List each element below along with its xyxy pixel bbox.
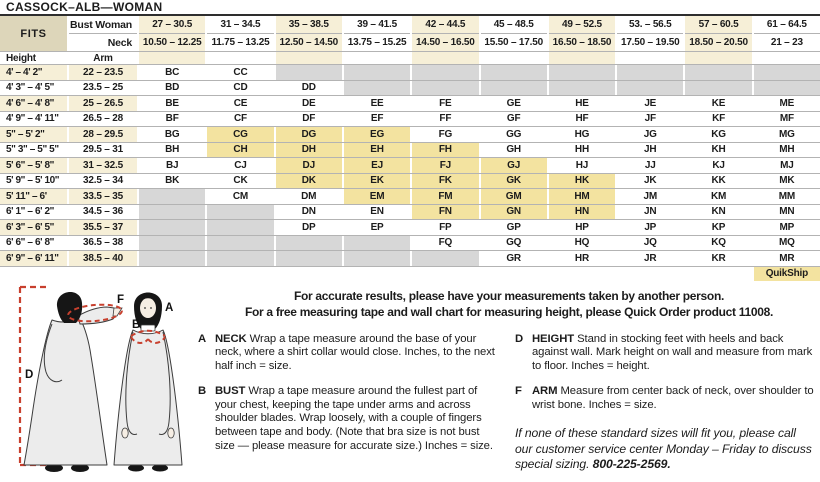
table-body <box>0 65 820 267</box>
size-cell: EF <box>370 113 384 125</box>
height-range-cell: 5' 9" – 5' 10" <box>6 175 60 187</box>
arm-range-cell: 28 – 29.5 <box>69 127 137 142</box>
phone-number: 800-225-2569. <box>592 457 671 472</box>
arm-label: Arm <box>93 52 113 64</box>
size-cell: JN <box>644 206 657 218</box>
size-cell: KH <box>711 144 726 156</box>
size-cell: CE <box>233 97 248 109</box>
size-cell: DF <box>302 113 316 125</box>
special-sizing-text: If none of these standard sizes will fit you, please call our customer service center Monday – Friday to discuss special sizing. <box>515 426 812 472</box>
empty-cell <box>685 267 751 281</box>
size-cell: HF <box>575 113 589 125</box>
size-cell-unavailable <box>344 65 410 80</box>
header-stripe-cell <box>685 52 751 64</box>
arm-range-cell: 29.5 – 31 <box>83 144 123 156</box>
size-cell: BG <box>164 128 180 140</box>
measurement-figure-illustration <box>2 282 198 482</box>
size-cell: GF <box>506 113 521 125</box>
size-cell: DD <box>301 82 316 94</box>
size-cell-unavailable <box>754 65 820 80</box>
size-cell-quikship: HM <box>549 189 615 204</box>
empty-cell <box>481 267 547 281</box>
size-cell-quikship: EH <box>344 143 410 158</box>
size-cell-unavailable <box>412 251 478 266</box>
size-cell-quikship: EJ <box>344 158 410 173</box>
size-cell: DE <box>301 97 316 109</box>
size-cell: BH <box>165 144 180 156</box>
figure-label-b: B <box>132 318 141 331</box>
neck-range-cell: 13.75 – 15.25 <box>347 37 407 48</box>
size-cell: JP <box>644 221 657 233</box>
measurement-content <box>198 281 820 473</box>
size-cell: HE <box>575 97 589 109</box>
size-cell: FP <box>439 221 452 233</box>
size-cell: KN <box>711 206 726 218</box>
size-cell: DN <box>301 206 316 218</box>
header-stripe-cell <box>617 52 683 64</box>
height-range-cell: 6' 9" – 6' 11" <box>0 251 67 266</box>
arm-range-cell: 26.5 – 28 <box>83 113 123 125</box>
instructions-column-right <box>515 333 816 473</box>
size-cell-quikship: FM <box>412 189 478 204</box>
bust-range-cell: 45 – 48.5 <box>481 16 547 34</box>
table-row <box>0 127 820 143</box>
instruction-term: HEIGHT <box>532 332 575 345</box>
size-cell: EE <box>370 97 384 109</box>
neck-range-cell: 12.50 – 14.50 <box>276 34 342 51</box>
size-cell: BE <box>165 97 179 109</box>
size-cell: MJ <box>780 159 794 171</box>
instruction-text: Stand in stocking feet with heels and back against wall. Mark height on wall and measure from mark to floor. Inches = height. <box>532 332 813 373</box>
instruction-text: Measure from center back of neck, over shoulder to wrist bone. Inches = size. <box>532 384 814 411</box>
size-cell-quikship: GN <box>481 205 547 220</box>
header-stripe-cell <box>344 52 410 64</box>
measurement-section <box>0 281 820 482</box>
height-range-cell: 4' 3" – 4' 5" <box>6 82 54 94</box>
bust-range-cell: 39 – 41.5 <box>344 16 410 34</box>
header-stripe-cell <box>481 52 547 64</box>
neck-range-cell: 21 – 23 <box>770 37 803 48</box>
height-range-cell: 5' 11" – 6' <box>0 189 67 204</box>
intro-line-1: For accurate results, please have your measurements taken by another person. <box>293 288 725 303</box>
figure-label-a: A <box>165 301 174 314</box>
size-cell-quikship: EG <box>344 127 410 142</box>
special-sizing-note <box>515 426 816 473</box>
size-cell: BC <box>165 66 180 78</box>
size-cell: JK <box>644 175 657 187</box>
height-range-cell: 4' – 4' 2" <box>0 65 67 80</box>
size-cell-unavailable <box>549 81 615 96</box>
size-cell-quikship: FJ <box>412 158 478 173</box>
bust-range-cell: 35 – 38.5 <box>276 16 342 34</box>
empty-cell <box>344 267 410 281</box>
size-cell-quikship: FK <box>412 174 478 189</box>
table-row <box>0 174 820 190</box>
height-range-cell: 6' 6" – 6' 8" <box>6 237 54 249</box>
size-cell: CK <box>233 175 248 187</box>
size-cell: HQ <box>574 237 590 249</box>
empty-cell <box>549 267 615 281</box>
size-cell-unavailable <box>207 205 273 220</box>
bust-range-cell: 27 – 30.5 <box>139 16 205 34</box>
size-cell: MN <box>779 206 795 218</box>
size-cell: MM <box>778 190 795 202</box>
table-row <box>0 96 820 112</box>
height-range-cell: 6' 3" – 6' 5" <box>0 220 67 235</box>
size-cell-quikship: CH <box>207 143 273 158</box>
size-cell: MR <box>779 252 795 264</box>
size-cell: CF <box>233 113 247 125</box>
bust-range-cell: 61 – 64.5 <box>754 16 820 34</box>
table-row <box>0 143 820 159</box>
size-cell-unavailable <box>617 81 683 96</box>
instructions-column-left <box>198 333 499 473</box>
header-stripe-cell <box>754 52 820 64</box>
size-cell: FG <box>438 128 453 140</box>
height-arm-header <box>0 52 820 65</box>
size-cell: HG <box>574 128 590 140</box>
size-cell: GG <box>506 128 522 140</box>
instruction-bust <box>198 385 499 454</box>
size-cell: GE <box>506 97 521 109</box>
arm-range-cell: 33.5 – 35 <box>69 189 137 204</box>
size-cell: MP <box>779 221 795 233</box>
size-cell: DM <box>301 190 317 202</box>
height-label: Height <box>6 52 36 64</box>
empty-cell <box>69 267 137 281</box>
quikship-badge: QuikShip <box>754 267 820 281</box>
size-cell: GP <box>506 221 521 233</box>
size-cell-unavailable <box>617 65 683 80</box>
size-cell: MQ <box>778 237 795 249</box>
size-cell: JQ <box>643 237 657 249</box>
instruction-letter: F <box>515 384 522 397</box>
size-cell-unavailable <box>344 251 410 266</box>
size-cell: HR <box>574 252 589 264</box>
size-cell: JM <box>643 190 657 202</box>
size-cell: HH <box>574 144 589 156</box>
instruction-text: Wrap a tape measure around the fullest part of your chest, keeping the tape under arms and across shoulder blades. Wrap loosely, with a couple of fingers between tape and body. (Note that bra size is not bust size — please measure for accurate size.) Inches = size. <box>215 384 493 453</box>
neck-range-cell: 16.50 – 18.50 <box>549 34 615 51</box>
size-cell: KR <box>711 252 726 264</box>
table-row <box>0 220 820 236</box>
size-cell-unavailable <box>207 251 273 266</box>
instruction-letter: D <box>515 332 524 345</box>
intro-line-2: For a free measuring tape and wall chart for measuring height, please Quick Order product 11008. <box>244 304 774 319</box>
arm-range-cell: 35.5 – 37 <box>69 220 137 235</box>
size-cell-unavailable <box>344 81 410 96</box>
size-cell: JH <box>644 144 657 156</box>
size-cell-quikship: GJ <box>481 158 547 173</box>
size-cell-unavailable <box>276 65 342 80</box>
empty-cell <box>207 267 273 281</box>
size-cell-unavailable <box>207 236 273 251</box>
table-row <box>0 251 820 267</box>
arm-range-cell: 32.5 – 34 <box>83 175 123 187</box>
neck-range-cell: 17.50 – 19.50 <box>620 37 680 48</box>
size-cell: CM <box>232 190 249 202</box>
arm-range-cell: 22 – 23.5 <box>69 65 137 80</box>
size-cell: GQ <box>506 237 522 249</box>
size-cell-unavailable <box>412 81 478 96</box>
size-cell: CD <box>233 82 248 94</box>
arm-range-cell: 36.5 – 38 <box>83 237 123 249</box>
bust-range-cell: 31 – 34.5 <box>207 16 273 34</box>
size-cell: MH <box>779 144 795 156</box>
size-cell: BK <box>165 175 180 187</box>
size-cell: BF <box>165 113 179 125</box>
arm-range-cell: 38.5 – 40 <box>69 251 137 266</box>
height-range-cell: 5" 3" – 5" 5" <box>6 144 59 156</box>
size-cell: MG <box>778 128 795 140</box>
table-row <box>0 189 820 205</box>
header-stripe-cell <box>549 52 615 64</box>
neck-label: Neck <box>107 36 132 49</box>
bust-woman-label: Bust Woman <box>69 16 137 34</box>
neck-range-cell: 10.50 – 12.25 <box>139 34 205 51</box>
header-stripe-cell <box>207 52 273 64</box>
header-stripe-cell <box>412 52 478 64</box>
instruction-letter: B <box>198 384 207 397</box>
table-row <box>0 112 820 128</box>
size-cell-quikship: CG <box>207 127 273 142</box>
header-stripe-cell <box>276 52 342 64</box>
size-cell: MF <box>779 113 794 125</box>
size-cell-quikship: DH <box>276 143 342 158</box>
size-cell-unavailable <box>549 65 615 80</box>
size-cell-quikship: FN <box>412 205 478 220</box>
size-cell-unavailable <box>139 236 205 251</box>
height-range-cell: 5' 6" – 5' 8" <box>0 158 67 173</box>
instruction-neck <box>198 333 499 374</box>
arm-range-cell: 34.5 – 36 <box>83 206 123 218</box>
size-cell: HP <box>575 221 589 233</box>
size-cell: FQ <box>438 237 453 249</box>
table-row <box>0 81 820 97</box>
table-row <box>0 158 820 174</box>
size-cell-quikship: EM <box>344 189 410 204</box>
size-cell: MK <box>779 175 795 187</box>
size-cell: JF <box>644 113 656 125</box>
size-cell: CC <box>233 66 248 78</box>
size-cell: KQ <box>711 237 726 249</box>
size-cell-unavailable <box>344 236 410 251</box>
intro-text <box>198 288 820 320</box>
size-cell-unavailable <box>139 189 205 204</box>
size-cell-unavailable <box>139 251 205 266</box>
size-cell: JG <box>643 128 657 140</box>
size-cell-unavailable <box>481 65 547 80</box>
size-cell-quikship: HK <box>549 174 615 189</box>
size-cell-unavailable <box>754 81 820 96</box>
size-cell: FE <box>439 97 452 109</box>
arm-range-cell: 25 – 26.5 <box>69 96 137 111</box>
quikship-row <box>0 267 820 281</box>
height-range-cell: 4' 9" – 4' 11" <box>6 113 59 125</box>
size-cell-unavailable <box>276 236 342 251</box>
height-range-cell: 5" – 5' 2" <box>0 127 67 142</box>
size-cell: JR <box>644 252 657 264</box>
size-cell: CJ <box>234 159 247 171</box>
height-range-cell: 6' 1" – 6' 2" <box>6 206 54 218</box>
size-cell-unavailable <box>685 65 751 80</box>
instruction-text: Wrap a tape measure around the base of your neck, where a shirt collar would close. Inches, to the next half inch = size. <box>215 332 495 373</box>
empty-cell <box>412 267 478 281</box>
table-title: CASSOCK–ALB—WOMAN <box>0 0 820 16</box>
instruction-letter: A <box>198 332 207 345</box>
size-cell: JE <box>644 97 657 109</box>
size-cell-quikship: FH <box>412 143 478 158</box>
bust-range-cell: 42 – 44.5 <box>412 16 478 34</box>
size-cell-unavailable <box>412 65 478 80</box>
figure-label-d: D <box>25 368 34 381</box>
size-cell-unavailable <box>685 81 751 96</box>
size-cell-unavailable <box>139 220 205 235</box>
size-cell-quikship: DG <box>276 127 342 142</box>
instruction-term: ARM <box>532 384 558 397</box>
size-cell: GH <box>506 144 521 156</box>
size-cell: KE <box>711 97 726 109</box>
size-cell-unavailable <box>139 205 205 220</box>
table-row <box>0 205 820 221</box>
empty-cell <box>0 267 67 281</box>
size-cell-quikship: HN <box>549 205 615 220</box>
size-cell: JJ <box>644 159 656 171</box>
size-cell: EN <box>370 206 384 218</box>
table-header <box>0 16 820 52</box>
bust-range-cell: 57 – 60.5 <box>685 16 751 34</box>
figure-label-f: F <box>117 293 125 306</box>
bust-range-cell: 53. – 56.5 <box>617 16 683 34</box>
size-cell: ME <box>779 97 795 109</box>
size-cell-quikship: DK <box>276 174 342 189</box>
instruction-height <box>515 333 816 374</box>
bust-range-cell: 49 – 52.5 <box>549 16 615 34</box>
instruction-term: NECK <box>215 332 247 345</box>
size-cell: KF <box>712 113 725 125</box>
neck-range-cell: 15.50 – 17.50 <box>484 37 543 48</box>
size-cell: KM <box>710 190 727 202</box>
height-range-cell: 4' 6" – 4' 8" <box>0 96 67 111</box>
size-cell-unavailable <box>276 251 342 266</box>
table-row <box>0 236 820 252</box>
arm-range-cell: 23.5 – 25 <box>83 82 123 94</box>
size-cell: DP <box>301 221 316 233</box>
neck-range-cell: 14.50 – 16.50 <box>412 34 478 51</box>
size-cell: KJ <box>712 159 725 171</box>
table-row <box>0 65 820 81</box>
size-cell-quikship: GM <box>481 189 547 204</box>
empty-cell <box>617 267 683 281</box>
figure-front-view <box>114 292 182 471</box>
size-cell: KP <box>711 221 726 233</box>
size-cell: KK <box>711 175 726 187</box>
size-cell-quikship: EK <box>344 174 410 189</box>
size-cell: KG <box>711 128 726 140</box>
size-cell: BJ <box>165 159 179 171</box>
size-cell: HJ <box>575 159 589 171</box>
size-cell: FF <box>439 113 452 125</box>
size-cell: EP <box>370 221 384 233</box>
size-cell-unavailable <box>481 81 547 96</box>
fits-label: FITS <box>0 16 67 51</box>
size-cell: GR <box>506 252 521 264</box>
empty-cell <box>139 267 205 281</box>
instruction-arm <box>515 385 816 413</box>
size-cell: BD <box>165 82 180 94</box>
empty-cell <box>276 267 342 281</box>
neck-range-cell: 18.50 – 20.50 <box>685 34 751 51</box>
size-cell-unavailable <box>207 220 273 235</box>
size-cell-quikship: DJ <box>276 158 342 173</box>
size-cell-quikship: GK <box>481 174 547 189</box>
header-stripe-cell <box>139 52 205 64</box>
instruction-term: BUST <box>215 384 246 397</box>
neck-range-cell: 11.75 – 13.25 <box>211 37 270 48</box>
arm-range-cell: 31 – 32.5 <box>69 158 137 173</box>
